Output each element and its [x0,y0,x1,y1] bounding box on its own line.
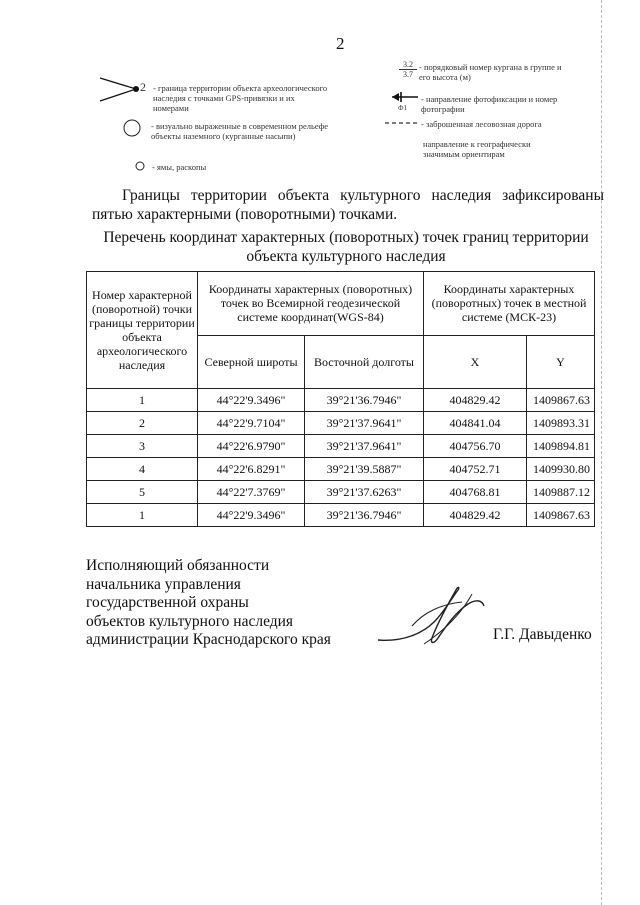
cell-point: 3 [87,435,198,458]
cell-point: 2 [87,412,198,435]
table-row [87,412,595,435]
header-x: X [424,335,527,388]
kurgan-number-bottom: 3.7 [399,69,417,79]
signatory-line: администрации Краснодарского края [86,631,331,648]
page-edge-line [600,0,602,905]
cell-lon: 39°21'37.9641" [305,412,424,435]
photo-direction-arrow-icon [390,91,420,103]
legend-kurgan-text: - порядковый номер кургана в группе и его высота (м) [419,62,562,82]
pit-icon [134,160,146,172]
signatory-line: Исполняющий обязанности [86,557,270,574]
signatory-title [86,557,331,650]
signatory-line: начальника управления [86,575,241,593]
cell-y: 1409867.63 [527,389,595,412]
legend-visual-features-text: - визуально выраженные в современном рельефе объекты наземного (курганные насыпи) [151,121,329,141]
cell-point: 5 [87,481,198,504]
kurgan-number-top: 3.2 [403,60,413,69]
cell-lon: 39°21'36.7946" [305,504,424,527]
cell-y: 1409867.63 [527,504,595,527]
header-north-latitude: Северной широты [198,335,305,388]
cell-y: 1409894.81 [527,435,595,458]
legend-pits-text: - ямы, раскопы [152,162,207,172]
cell-y: 1409887.12 [527,481,595,504]
cell-lon: 39°21'39.5887" [305,458,424,481]
cell-x: 404841.04 [424,412,527,435]
header-y: Y [527,335,595,388]
mound-circle-icon [122,118,144,138]
coordinates-table [86,271,595,527]
header-msk23: Координаты характерных (поворотных) точек в местной системе (МСК-23) [424,272,595,336]
cell-lon: 39°21'37.6263" [305,481,424,504]
table-row [87,481,595,504]
cell-lat: 44°22'6.8291" [198,458,305,481]
signatory-line: государственной охраны [86,594,249,611]
kurgan-number-icon [399,60,417,79]
table-row [87,458,595,481]
boundary-paragraph: Границы территории объекта культурного наследия зафиксированы пятью характерными (поворотными) точками. [92,187,604,223]
table-row [87,504,595,527]
cell-lat: 44°22'6.9790" [198,435,305,458]
boundary-point-number: 2 [140,80,146,94]
cell-point: 4 [87,458,198,481]
header-east-longitude: Восточной долготы [305,335,424,388]
cell-lon: 39°21'36.7946" [305,389,424,412]
signatory-line: объектов культурного наследия [86,612,294,630]
cell-lon: 39°21'37.9641" [305,435,424,458]
handwritten-signature [372,582,492,652]
table-row [87,435,595,458]
table-row [87,389,595,412]
cell-lat: 44°22'9.7104" [198,412,305,435]
cell-lat: 44°22'9.3496" [198,504,305,527]
cell-y: 1409930.80 [527,458,595,481]
cell-lat: 44°22'7.3769" [198,481,305,504]
cell-lat: 44°22'9.3496" [198,389,305,412]
legend-geo-text: направление к географически значимым ориентирам [423,139,531,159]
legend-photo-text: - направление фотофиксации и номер фотографии [421,94,558,114]
signatory-name: Г.Г. Давыденко [493,626,592,643]
cell-x: 404829.42 [424,504,527,527]
table-title: Перечень координат характерных (поворотных) точек границ территории объекта культурного наследия [103,229,589,265]
cell-y: 1409893.31 [527,412,595,435]
header-wgs84: Координаты характерных (поворотных) точек во Всемирной геодезической системе координат(WGS-84) [198,272,424,336]
page-number: 2 [336,34,345,53]
boundary-line-icon [98,76,146,104]
cell-x: 404752.71 [424,458,527,481]
cell-point: 1 [87,389,198,412]
cell-point: 1 [87,504,198,527]
cell-x: 404756.70 [424,435,527,458]
cell-x: 404829.42 [424,389,527,412]
legend-road-text: - заброшенная лесовозная дорога [421,119,542,129]
cell-x: 404768.81 [424,481,527,504]
legend-boundary-text: - граница территории объекта археологического наследия с точками GPS-привязки и их номерами [153,83,328,113]
road-dashed-line-icon [384,120,418,126]
photo-label: Ф1 [398,104,408,112]
header-point-number: Номер характерной (поворотной) точки границы территории объекта археологического наследия [87,272,198,389]
